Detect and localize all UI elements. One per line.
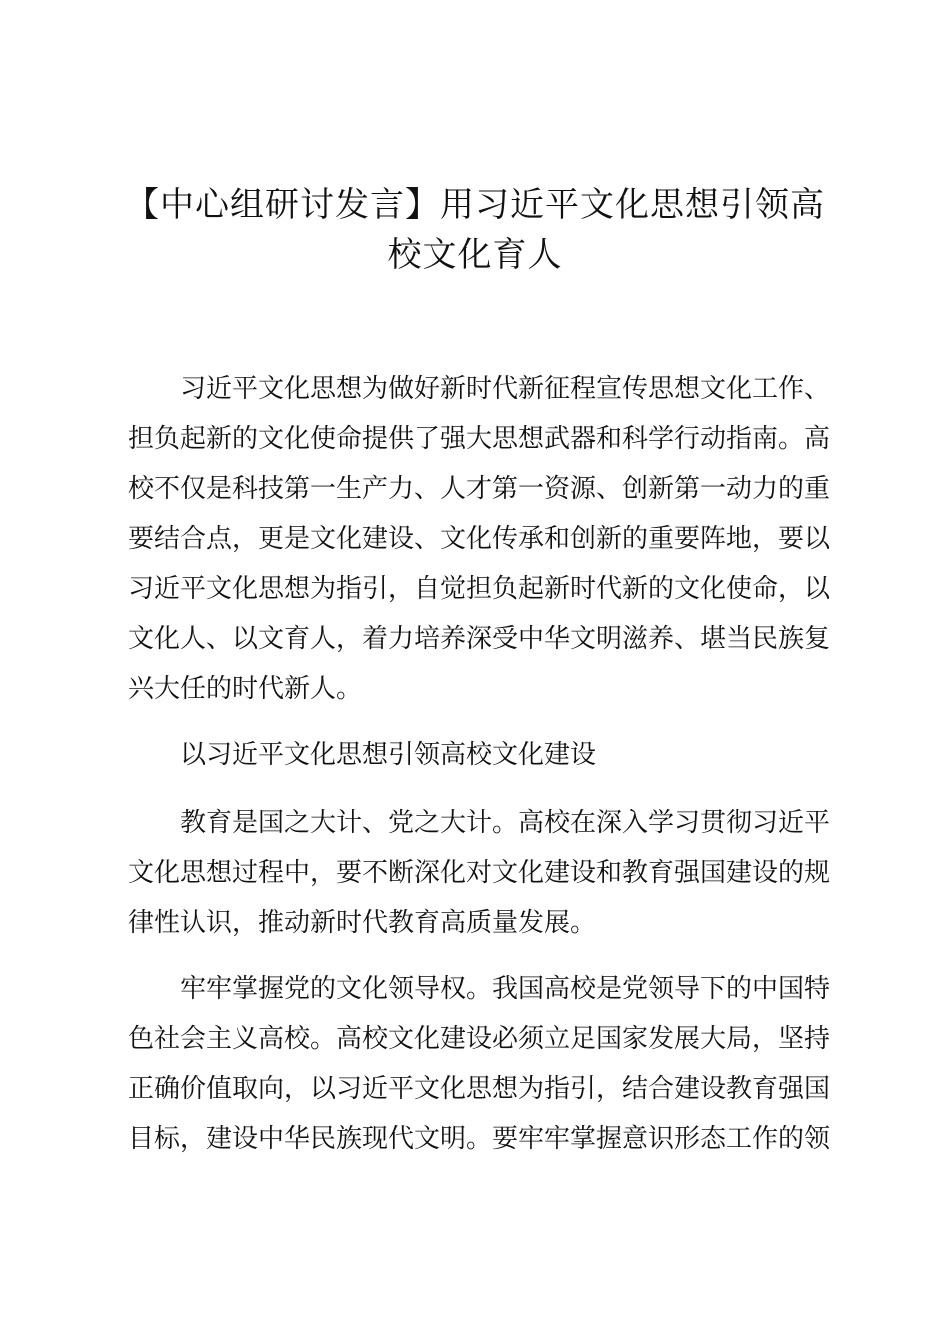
paragraph-education: 教育是国之大计、党之大计。高校在深入学习贯彻习近平文化思想过程中，要不断深化对文化建设和教育强国建设的规律性认识，推动新时代教育高质量发展。: [128, 808, 831, 938]
paragraph-intro: 习近平文化思想为做好新时代新征程宣传思想文化工作、担负起新的文化使命提供了强大思想武器和科学行动指南。高校不仅是科技第一生产力、人才第一资源、创新第一动力的重要结合点，更是文化建设、文化传承和创新的重要阵地，要以习近平文化思想为指引，自觉担负起新时代新的文化使命，以文化人、以文育人，着力培养深受中华文明滋养、堪当民族复兴大任的时代新人。: [128, 374, 831, 704]
paragraph-leadership: 牢牢掌握党的文化领导权。我国高校是党领导下的中国特色社会主义高校。高校文化建设必须立足国家发展大局，坚持正确价值取向，以习近平文化思想为指引，结合建设教育强国目标，建设中华民族现代文明。要牢牢掌握意识形态工作的领: [128, 974, 831, 1154]
document-body: [128, 364, 830, 1180]
document-title: 【中心组研讨发言】用习近平文化思想引领高校文化育人: [125, 185, 825, 275]
section-heading: 以习近平文化思想引领高校文化建设: [180, 740, 597, 770]
